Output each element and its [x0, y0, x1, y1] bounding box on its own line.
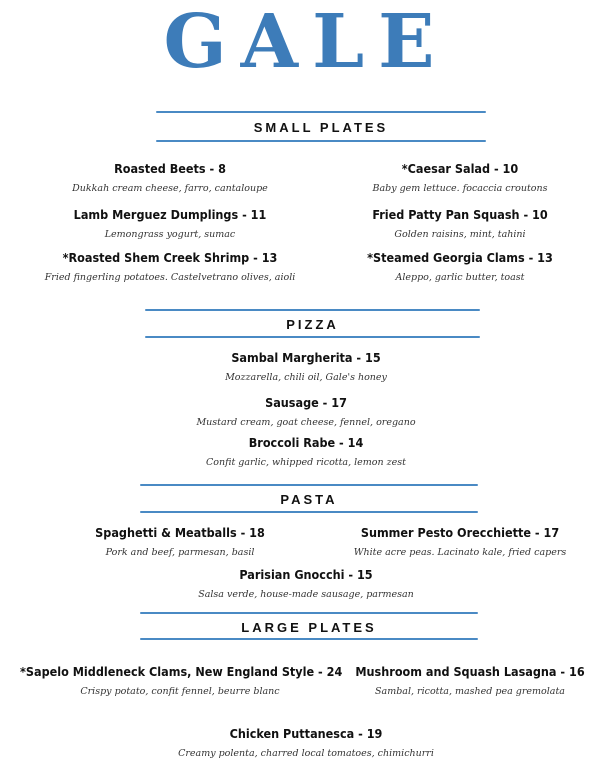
item-description: Mozzarella, chili oil, Gale's honey	[225, 372, 387, 383]
menu-item	[156, 350, 456, 384]
item-name: Chicken Puttanesca - 19	[229, 726, 383, 741]
menu-item	[335, 664, 605, 698]
section-rule	[145, 336, 480, 338]
item-name: Lamb Merguez Dumplings - 11	[73, 207, 267, 222]
menu-item	[315, 161, 605, 195]
menu-item	[20, 250, 320, 284]
item-name: *Steamed Georgia Clams - 13	[367, 250, 553, 265]
item-name: *Roasted Shem Creek Shrimp - 13	[62, 250, 278, 265]
menu-item	[156, 726, 456, 760]
item-name: Sausage - 17	[265, 395, 347, 410]
item-description: Sambal, ricotta, mashed pea gremolata	[375, 686, 565, 697]
menu-item	[30, 525, 330, 559]
section-heading-small-plates: SMALL PLATES	[253, 120, 389, 135]
item-description: Crispy potato, confit fennel, beurre blanc	[80, 686, 280, 697]
item-description: Fried fingerling potatoes. Castelvetrano olives, aioli	[44, 272, 296, 283]
item-description: Lemongrass yogurt, sumac	[104, 229, 236, 240]
section-rule	[156, 111, 486, 113]
item-description: White acre peas. Lacinato kale, fried capers	[353, 547, 567, 558]
menu-item	[156, 567, 456, 601]
item-name: Fried Patty Pan Squash - 10	[372, 207, 548, 222]
menu-item	[315, 525, 605, 559]
item-description: Aleppo, garlic butter, toast	[395, 272, 525, 283]
item-name: Summer Pesto Orecchiette - 17	[360, 525, 560, 540]
section-rule	[156, 140, 486, 142]
menu-item	[20, 664, 343, 698]
item-description: Dukkah cream cheese, farro, cantaloupe	[72, 183, 268, 194]
menu-item	[315, 250, 605, 284]
item-name: *Sapelo Middleneck Clams, New England Style - 24	[20, 664, 343, 679]
item-name: Roasted Beets - 8	[114, 161, 226, 176]
section-rule	[140, 511, 478, 513]
item-description: Confit garlic, whipped ricotta, lemon zest	[206, 457, 406, 468]
item-name: Sambal Margherita - 15	[231, 350, 381, 365]
item-name: Mushroom and Squash Lasagna - 16	[355, 664, 585, 679]
menu-item	[20, 207, 320, 241]
section-rule	[145, 309, 480, 311]
item-name: Parisian Gnocchi - 15	[239, 567, 373, 582]
section-heading-large-plates: LARGE PLATES	[241, 620, 377, 635]
item-description: Golden raisins, mint, tahini	[394, 229, 526, 240]
section-rule	[140, 612, 478, 614]
item-description: Pork and beef, parmesan, basil	[105, 547, 255, 558]
item-description: Creamy polenta, charred local tomatoes, chimichurri	[178, 748, 434, 759]
section-heading-pasta: PASTA	[280, 492, 338, 507]
section-rule	[140, 638, 478, 640]
section-heading-pizza: PIZZA	[286, 317, 339, 332]
menu-item	[156, 435, 456, 469]
section-rule	[140, 484, 478, 486]
menu-item	[156, 395, 456, 429]
menu-item	[315, 207, 605, 241]
item-description: Salsa verde, house-made sausage, parmesan	[198, 589, 414, 600]
item-description: Mustard cream, goat cheese, fennel, oregano	[196, 417, 416, 428]
item-description: Baby gem lettuce. focaccia croutons	[372, 183, 548, 194]
item-name: Spaghetti & Meatballs - 18	[95, 525, 265, 540]
item-name: *Caesar Salad - 10	[401, 161, 519, 176]
item-name: Broccoli Rabe - 14	[248, 435, 364, 450]
restaurant-logo: GALE	[163, 0, 449, 85]
menu-item	[20, 161, 320, 195]
